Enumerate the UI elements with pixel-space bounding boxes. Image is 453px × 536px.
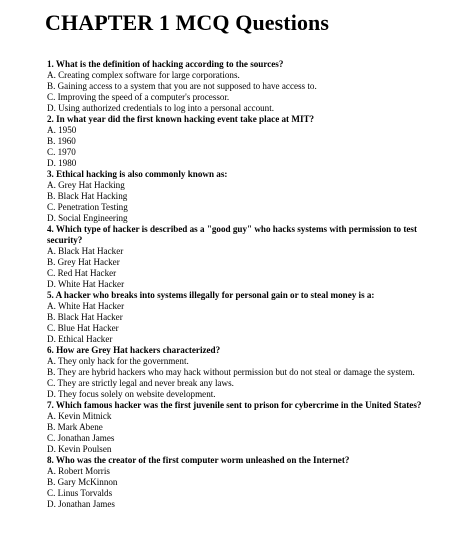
- page-title: CHAPTER 1 MCQ Questions: [45, 10, 330, 35]
- option-d: D. White Hat Hacker: [47, 279, 125, 289]
- question-block: [47, 169, 429, 224]
- option-d: D. Kevin Poulsen: [47, 444, 112, 454]
- option-d: D. Ethical Hacker: [47, 334, 113, 344]
- question-text: 7. Which famous hacker was the first juvenile sent to prison for cybercrime in the United States?: [47, 400, 422, 410]
- question-text: 1. What is the definition of hacking according to the sources?: [47, 59, 284, 69]
- question-text: 2. In what year did the first known hacking event take place at MIT?: [47, 114, 315, 124]
- option-c: C. They are strictly legal and never break any laws.: [47, 378, 234, 388]
- option-b: B. They are hybrid hackers who may hack without permission but do not steal or damage the system.: [47, 367, 415, 377]
- option-a: A. Grey Hat Hacking: [47, 180, 125, 190]
- option-c: C. Red Hat Hacker: [47, 268, 117, 278]
- question-block: [47, 400, 429, 455]
- option-c: C. Jonathan James: [47, 433, 115, 443]
- option-d: D. They focus solely on website development.: [47, 389, 216, 399]
- option-d: D. Using authorized credentials to log into a personal account.: [47, 103, 275, 113]
- question-block: [47, 345, 429, 400]
- question-list: [47, 59, 429, 510]
- option-a: A. Robert Morris: [47, 466, 110, 476]
- option-c: C. Penetration Testing: [47, 202, 128, 212]
- option-a: A. Black Hat Hacker: [47, 246, 124, 256]
- option-b: B. Gaining access to a system that you are not supposed to have access to.: [47, 81, 317, 91]
- question-text: 5. A hacker who breaks into systems illegally for personal gain or to steal money is a:: [47, 290, 375, 300]
- option-a: A. They only hack for the government.: [47, 356, 189, 366]
- option-d: D. Jonathan James: [47, 499, 115, 509]
- question-text: 8. Who was the creator of the first computer worm unleashed on the Internet?: [47, 455, 350, 465]
- option-b: B. Mark Abene: [47, 422, 103, 432]
- option-c: C. 1970: [47, 147, 76, 157]
- option-b: B. Black Hat Hacker: [47, 312, 123, 322]
- question-text: 6. How are Grey Hat hackers characterized?: [47, 345, 221, 355]
- option-a: A. Kevin Mitnick: [47, 411, 112, 421]
- question-text: 3. Ethical hacking is also commonly known as:: [47, 169, 228, 179]
- option-c: C. Linus Torvalds: [47, 488, 113, 498]
- question-block: [47, 290, 429, 345]
- option-c: C. Improving the speed of a computer's processor.: [47, 92, 230, 102]
- question-block: [47, 114, 429, 169]
- option-b: B. Black Hat Hacking: [47, 191, 128, 201]
- option-a: A. 1950: [47, 125, 77, 135]
- option-c: C. Blue Hat Hacker: [47, 323, 119, 333]
- question-block: [47, 59, 429, 114]
- question-text: 4. Which type of hacker is described as a "good guy" who hacks systems with permission to test security?: [47, 224, 417, 245]
- option-b: B. Grey Hat Hacker: [47, 257, 120, 267]
- option-b: B. 1960: [47, 136, 76, 146]
- option-a: A. White Hat Hacker: [47, 301, 125, 311]
- option-b: B. Gary McKinnon: [47, 477, 118, 487]
- question-block: [47, 224, 429, 290]
- question-block: [47, 455, 429, 510]
- option-d: D. 1980: [47, 158, 77, 168]
- option-a: A. Creating complex software for large corporations.: [47, 70, 240, 80]
- option-d: D. Social Engineering: [47, 213, 128, 223]
